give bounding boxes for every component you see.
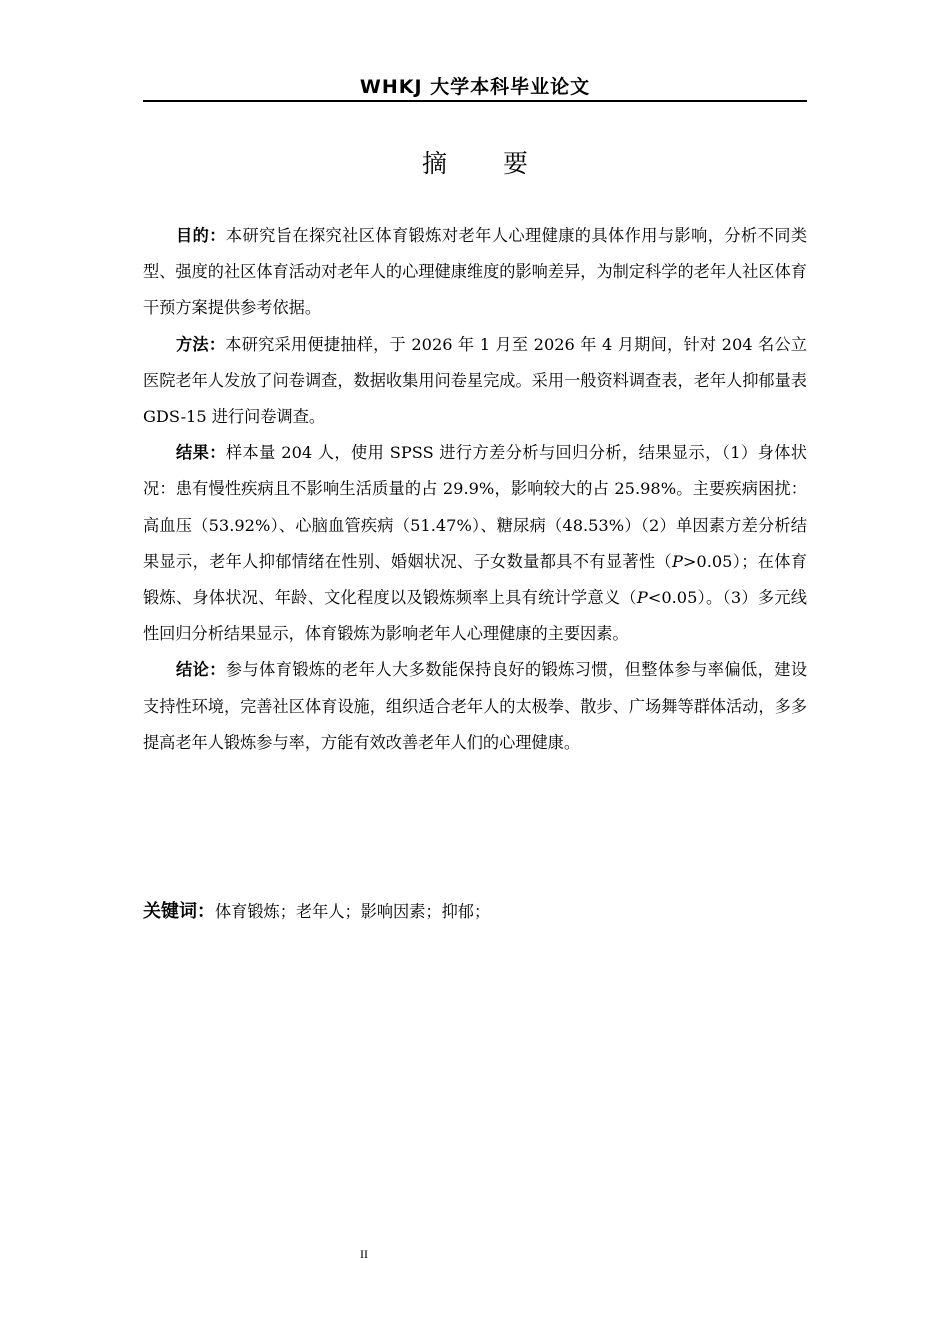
header-divider [143, 100, 807, 102]
purpose-paragraph [143, 218, 807, 327]
p-value-symbol: P [636, 588, 648, 608]
p-value-symbol: P [671, 551, 683, 571]
result-text-part-3: <0.05）。（3）多元线性回归分析结果显示，体育锻炼为影响老年人心理健康的主要因素。 [143, 588, 807, 644]
purpose-text: 本研究旨在探究社区体育锻炼对老年人心理健康的具体作用与影响，分析不同类型、强度的社区体育活动对老年人的心理健康维度的影响差异，为制定科学的老年人社区体育干预方案提供参考依据。 [143, 226, 808, 318]
purpose-label: 目的： [176, 226, 226, 245]
conclusion-label: 结论： [176, 660, 226, 680]
keywords-line [143, 896, 807, 928]
abstract-heading: 摘 要 [422, 149, 552, 178]
abstract-body [143, 218, 807, 761]
page-number: II [360, 1247, 368, 1261]
keywords-text: 体育锻炼；老年人；影响因素；抑郁； [215, 902, 491, 921]
result-text-part-2: >0.05）；在体育锻炼、身体状况、年龄、文化程度以及锻炼频率上具有统计学意义（ [143, 551, 807, 608]
conclusion-paragraph [143, 652, 807, 761]
keywords-label: 关键词： [143, 901, 215, 922]
method-text: 本研究采用便捷抽样，于 2026 年 1 月至 2026 年 4 月期间，针对 204 名公立医院老年人发放了问卷调查，数据收集用问卷星完成。采用一般资料调查表，老年人抑郁量表 GDS-15 进行问卷调查。 [143, 334, 807, 427]
result-text-part-1: 样本量 204 人，使用 SPSS 进行方差分析与回归分析，结果显示，（1）身体状况：患有慢性疾病且不影响生活质量的占 29.9%，影响较大的占 25.98%。主要疾病困扰：高血压（53.92%）、心脑血管疾病（51.47%）、糖尿病（48.53%）（2）单因素方差分析结果显示，老年人抑郁情绪在性别、婚姻状况、子女数量都具不有显著性（ [143, 443, 807, 571]
method-paragraph [143, 327, 807, 436]
running-header-title: WHKJ 大学本科毕业论文 [359, 76, 591, 98]
conclusion-text: 参与体育锻炼的老年人大多数能保持良好的锻炼习惯，但整体参与率偏低，建设支持性环境，完善社区体育设施，组织适合老年人的太极拳、散步、广场舞等群体活动，多多提高老年人锻炼参与率，方能有效改善老年人们的心理健康。 [143, 660, 808, 752]
method-label: 方法： [176, 334, 226, 354]
result-label: 结果： [176, 443, 226, 463]
result-paragraph [143, 435, 807, 652]
